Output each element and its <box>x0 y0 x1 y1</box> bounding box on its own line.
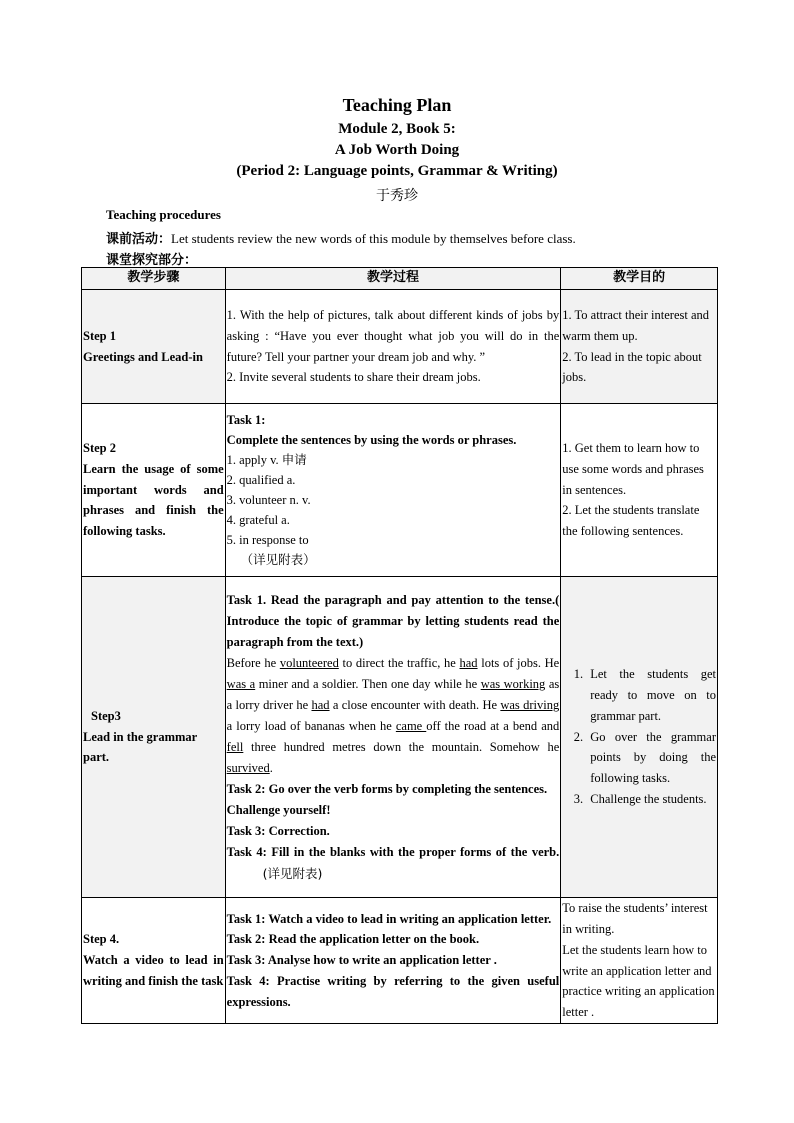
procedures-heading: Teaching procedures <box>106 207 221 222</box>
step2-task-desc: Complete the sentences by using the words or phrases. <box>226 433 517 447</box>
step1-goal2: 2. To lead in the topic about jobs. <box>562 349 702 385</box>
teaching-plan-table <box>81 267 718 1024</box>
step1-goal1: 1. To attract their interest and warm them up. <box>562 307 710 343</box>
step2-goal2: 2. Let the students translate the following sentences. <box>562 503 700 539</box>
step3-task4-line <box>227 842 560 885</box>
step2-goal1: 1. Get them to learn how to use some words and phrases in sentences. <box>562 441 704 497</box>
step3-cell <box>82 577 226 898</box>
step2-cell <box>82 404 226 577</box>
step1-proc2: 2. Invite several students to share their dream jobs. <box>226 370 481 385</box>
paragraph-text: three hundred metres down the mountain. Somehow he <box>243 739 560 754</box>
list-item: Task 1: Watch a video to lead in writing an application letter. <box>226 911 552 926</box>
step3-paragraph <box>227 653 560 779</box>
doc-period: (Period 2: Language points, Grammar & Writing) <box>236 163 558 179</box>
step4-title: Step 4. <box>83 932 120 947</box>
step3-task2: Task 2: Go over the verb forms by completing the sentences. <box>226 781 548 796</box>
list-item: 3. Challenge the students. <box>586 789 716 810</box>
paragraph-text: as a lorry driver he <box>226 676 560 712</box>
paragraph-text: miner and a soldier. Then one day while he <box>255 676 481 691</box>
underlined-verb: survived <box>226 760 270 775</box>
step2-goal <box>561 404 718 577</box>
step1-subtitle: Greetings and Lead-in <box>83 349 203 364</box>
table-row <box>82 290 718 404</box>
underlined-verb: fell <box>226 739 244 754</box>
header-steps: 教学步骤 <box>82 268 226 290</box>
step3-task1: Task 1. Read the paragraph and pay attention to the tense.( Introduce the topic of grammar by letting students read the paragraph from the text.) <box>226 592 560 649</box>
step1-proc1: 1. With the help of pictures, talk about different kinds of jobs by asking : “Have you ever thought what job you will do in the future? Tell your partner your dream job and why. ” <box>226 307 560 364</box>
doc-module: Module 2, Book 5: <box>338 121 456 137</box>
step2-process <box>225 404 561 577</box>
doc-topic: A Job Worth Doing <box>334 142 460 158</box>
underlined-verb: was driving <box>500 697 560 712</box>
step1-goal <box>561 290 718 404</box>
underlined-verb: came <box>395 718 427 733</box>
paragraph-text: a lorry load of bananas when he <box>226 718 396 733</box>
paragraph-text: lots of jobs. He <box>477 655 560 670</box>
step1-process <box>225 290 561 404</box>
preclass-line <box>106 228 576 247</box>
paragraph-text: a close encounter with death. He <box>329 697 501 712</box>
underlined-verb: was working <box>480 676 546 691</box>
header-purpose: 教学目的 <box>561 268 718 290</box>
step3-goal <box>561 577 718 898</box>
step2-subtitle: Learn the usage of some important words and phrases and finish the following tasks. <box>83 461 224 539</box>
step1-title: Step 1 <box>83 328 116 343</box>
step2-title: Step 2 <box>83 441 116 455</box>
list-item: 1. apply v. 申请 <box>226 453 307 467</box>
step4-goal2: Let the students learn how to write an application letter and practice writing an application letter . <box>562 942 715 1020</box>
doc-title: Teaching Plan <box>342 95 452 115</box>
header-process: 教学过程 <box>225 268 561 290</box>
step3-challenge: Challenge yourself! <box>226 802 331 817</box>
step3-subtitle: Lead in the grammar part. <box>83 729 197 765</box>
paragraph-text: off the road at a bend and <box>426 718 560 733</box>
list-item: 5. in response to <box>226 533 309 547</box>
step4-goal1: To raise the students’ interest in writing. <box>562 901 708 936</box>
step4-process <box>225 898 561 1024</box>
step2-note: （详见附表） <box>240 552 316 567</box>
list-item: 4. grateful a. <box>226 513 290 527</box>
underlined-verb: was a <box>226 676 256 691</box>
step3-note: (详见附表) <box>262 865 323 881</box>
paragraph-text: Before he <box>226 655 280 670</box>
step2-task-title: Task 1: <box>226 413 266 427</box>
underlined-verb: had <box>311 697 330 712</box>
doc-author: 于秀珍 <box>376 188 418 204</box>
step3-process <box>225 577 561 898</box>
step3-task4: Task 4: Fill in the blanks with the proper forms of the verb. <box>226 844 560 859</box>
inclass-label: 课堂探究部分： <box>106 253 198 268</box>
list-item: 2. Go over the grammar points by doing the following tasks. <box>586 727 716 789</box>
preclass-text: Let students review the new words of this module by themselves before class. <box>171 231 576 246</box>
step3-title: Step3 <box>91 708 121 723</box>
step1-cell <box>82 290 226 404</box>
list-item: 1. Let the students get ready to move on to grammar part. <box>586 664 716 726</box>
underlined-verb: had <box>459 655 478 670</box>
list-item: Task 4: Practise writing by referring to the given useful expressions. <box>226 973 560 1009</box>
paragraph-text: . <box>269 760 273 775</box>
underlined-verb: volunteered <box>279 655 339 670</box>
table-header-row <box>82 268 718 290</box>
table-row <box>82 577 718 898</box>
step4-cell <box>82 898 226 1024</box>
list-item: Task 3: Analyse how to write an application letter . <box>226 953 497 968</box>
list-item: Task 2: Read the application letter on the book. <box>226 932 480 947</box>
list-item: 3. volunteer n. v. <box>226 493 311 507</box>
table-row <box>82 898 718 1024</box>
table-row <box>82 404 718 577</box>
step4-subtitle: Watch a video to lead in writing and finish the task <box>83 953 224 988</box>
paragraph-text: to direct the traffic, he <box>338 655 460 670</box>
list-item: 2. qualified a. <box>226 473 296 487</box>
step3-goal-list <box>562 664 716 810</box>
preclass-label: 课前活动： <box>106 232 172 247</box>
step4-goal <box>561 898 718 1024</box>
step3-task3: Task 3: Correction. <box>226 823 330 838</box>
